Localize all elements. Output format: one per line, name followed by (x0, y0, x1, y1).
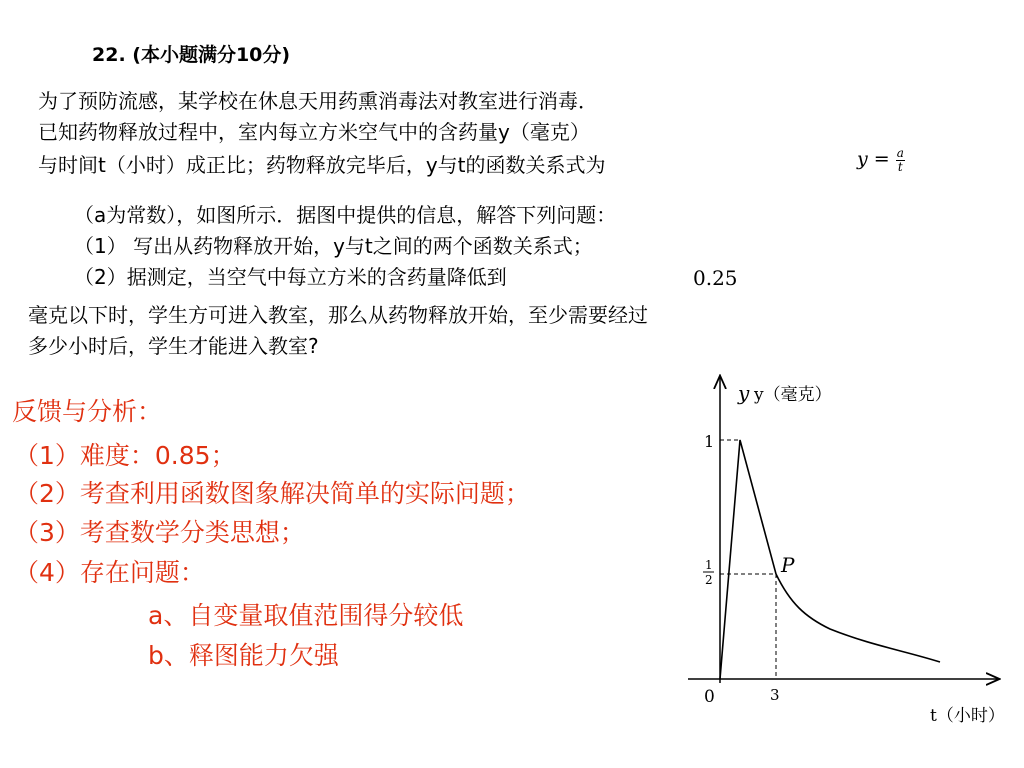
formula-lhs: y = (857, 148, 890, 170)
feedback-heading: 反馈与分析： (12, 397, 163, 426)
formula (857, 146, 905, 174)
function-curve (720, 440, 940, 679)
formula-numerator: a (896, 145, 904, 160)
x-axis-label: t（小时） (930, 706, 1005, 726)
problem-line-5: （1） 写出从药物释放开始，y与t之间的两个函数关系式； (74, 234, 593, 258)
problem-title: 22. (本小题满分10分) (92, 44, 291, 66)
feedback-item-2: （2）考查利用函数图象解决简单的实际问题； (14, 479, 530, 508)
problem-line-1: 为了预防流感，某学校在休息天用药熏消毒法对教室进行消毒． (38, 89, 598, 113)
feedback-item-3: （3）考查数学分类思想； (14, 518, 305, 547)
x-tick-3: 3 (770, 686, 780, 704)
function-graph (680, 365, 1020, 730)
problem-line-8: 多少小时后，学生才能进入教室? (28, 334, 319, 358)
problem-line-6: （2）据测定，当空气中每立方米的含药量降低到 (74, 265, 507, 289)
feedback-sub-b: b、释图能力欠强 (148, 641, 339, 670)
origin-label: 0 (704, 687, 715, 707)
y-axis-var: y (738, 381, 750, 405)
problem-line-2: 已知药物释放过程中，室内每立方米空气中的含药量y（毫克） (38, 120, 590, 144)
threshold-value: 0.25 (693, 266, 738, 290)
feedback-item-1: （1）难度：0.85； (14, 441, 236, 470)
formula-denominator: t (897, 159, 903, 174)
y-tick-half-num: 1 (705, 558, 713, 572)
point-p-label: P (781, 553, 795, 577)
problem-line-4: （a为常数），如图所示．据图中提供的信息，解答下列问题： (74, 203, 617, 227)
y-axis-label: y（毫克） (754, 385, 832, 405)
y-tick-1: 1 (704, 432, 715, 451)
feedback-item-4: （4）存在问题： (14, 558, 205, 587)
y-tick-half-den: 2 (705, 573, 713, 587)
feedback-sub-a: a、自变量取值范围得分较低 (148, 601, 464, 630)
problem-line-7: 毫克以下时，学生方可进入教室，那么从药物释放开始，至少需要经过 (28, 303, 648, 327)
problem-line-3: 与时间t（小时）成正比；药物释放完毕后，y与t的函数关系式为 (38, 153, 606, 177)
formula-fraction (896, 147, 905, 174)
